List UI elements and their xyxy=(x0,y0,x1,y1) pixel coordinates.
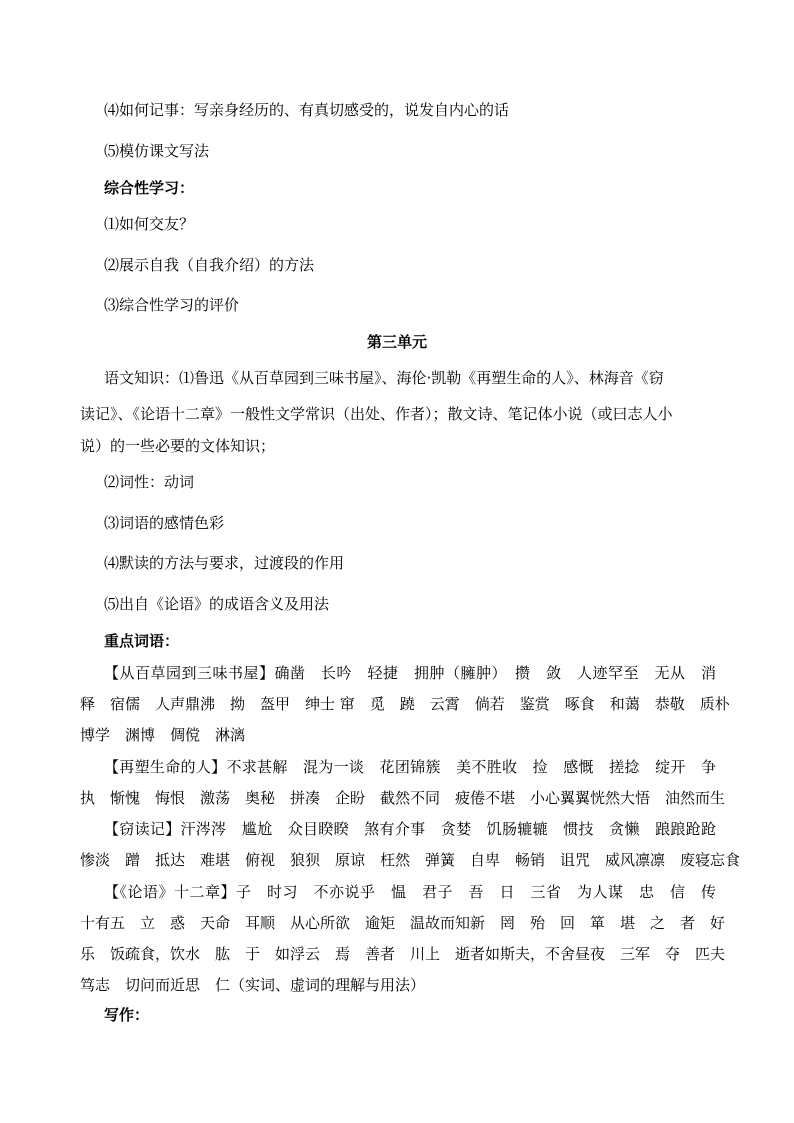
keywords-baicaoyuan-line-1: 【从百草园到三味书屋】确凿 长吟 轻捷 拥肿（臃肿） 攒 敛 人迹罕至 无从 消 xyxy=(104,664,716,682)
keywords-baicaoyuan-line-3: 博学 渊博 倜傥 淋漓 xyxy=(80,726,246,744)
keywords-lunyu-line-3: 乐 饭疏食，饮水 肱 于 如浮云 焉 善者 川上 逝者如斯夫，不舍昼夜 三军 夺 匹夫 xyxy=(80,945,726,963)
keywords-zaisu-line-2: 执 惭愧 悔恨 激荡 奥秘 拼凑 企盼 截然不同 疲倦不堪 小心翼翼恍然大悟 油然而生 xyxy=(80,789,726,807)
integrated-item-3: ⑶综合性学习的评价 xyxy=(104,296,240,314)
knowledge-line-3: 说）的一些必要的文体知识； xyxy=(80,437,276,455)
knowledge-line-1: 语文知识：⑴鲁迅《从百草园到三味书屋》、海伦·凯勒《再塑生命的人》、林海音《窃 xyxy=(104,369,664,387)
keywords-lunyu-line-4: 笃志 切问而近思 仁（实词、虚词的理解与用法） xyxy=(80,976,426,994)
writing-item-5: ⑸模仿课文写法 xyxy=(104,142,210,160)
keywords-qiedu-line-2: 惨淡 蹭 抵达 难堪 俯视 狼狈 原谅 枉然 弹簧 自卑 畅销 诅咒 威风凛凛 废寝忘食 xyxy=(80,851,741,869)
integrated-learning-heading: 综合性学习： xyxy=(104,179,195,197)
writing-item-4: ⑷如何记事：写亲身经历的、有真切感受的，说发自内心的话 xyxy=(104,101,510,119)
unit3-item-4: ⑷默读的方法与要求，过渡段的作用 xyxy=(104,554,345,572)
keywords-qiedu-line-1: 【窃读记】汗涔涔 尴尬 众目睽睽 煞有介事 贪婪 饥肠辘辘 惯技 贪懒 踉踉跄跄 xyxy=(104,820,716,838)
unit3-item-3: ⑶词语的感情色彩 xyxy=(104,514,225,532)
unit3-item-5: ⑸出自《论语》的成语含义及用法 xyxy=(104,595,330,613)
integrated-item-1: ⑴如何交友？ xyxy=(104,215,195,233)
integrated-item-2: ⑵展示自我（自我介绍）的方法 xyxy=(104,256,315,274)
knowledge-line-2: 读记》、《论语十二章》一般性文学常识（出处、作者）；散文诗、笔记体小说（或曰志人小 xyxy=(80,405,673,423)
writing-heading: 写作： xyxy=(104,1006,150,1024)
keywords-baicaoyuan-line-2: 释 宿儒 人声鼎沸 拗 盔甲 绅士 窜 觅 蹺 云霄 倘若 鉴赏 啄食 和蔼 恭敬 质朴 xyxy=(80,695,730,713)
unit3-item-2: ⑵词性：动词 xyxy=(104,473,195,491)
keywords-zaisu-line-1: 【再塑生命的人】不求甚解 混为一谈 花团锦簇 美不胜收 捡 感慨 搓捻 绽开 争 xyxy=(104,758,716,776)
key-words-heading: 重点词语： xyxy=(104,632,180,650)
unit-three-title: 第三单元 xyxy=(366,333,427,351)
keywords-lunyu-line-1: 【《论语》十二章】子 时习 不亦说乎 愠 君子 吾 日 三省 为人谋 忠 信 传 xyxy=(104,883,716,901)
keywords-lunyu-line-2: 十有五 立 惑 天命 耳顺 从心所欲 逾矩 温故而知新 罔 殆 回 箪 堪 之 者 好 xyxy=(80,914,726,932)
